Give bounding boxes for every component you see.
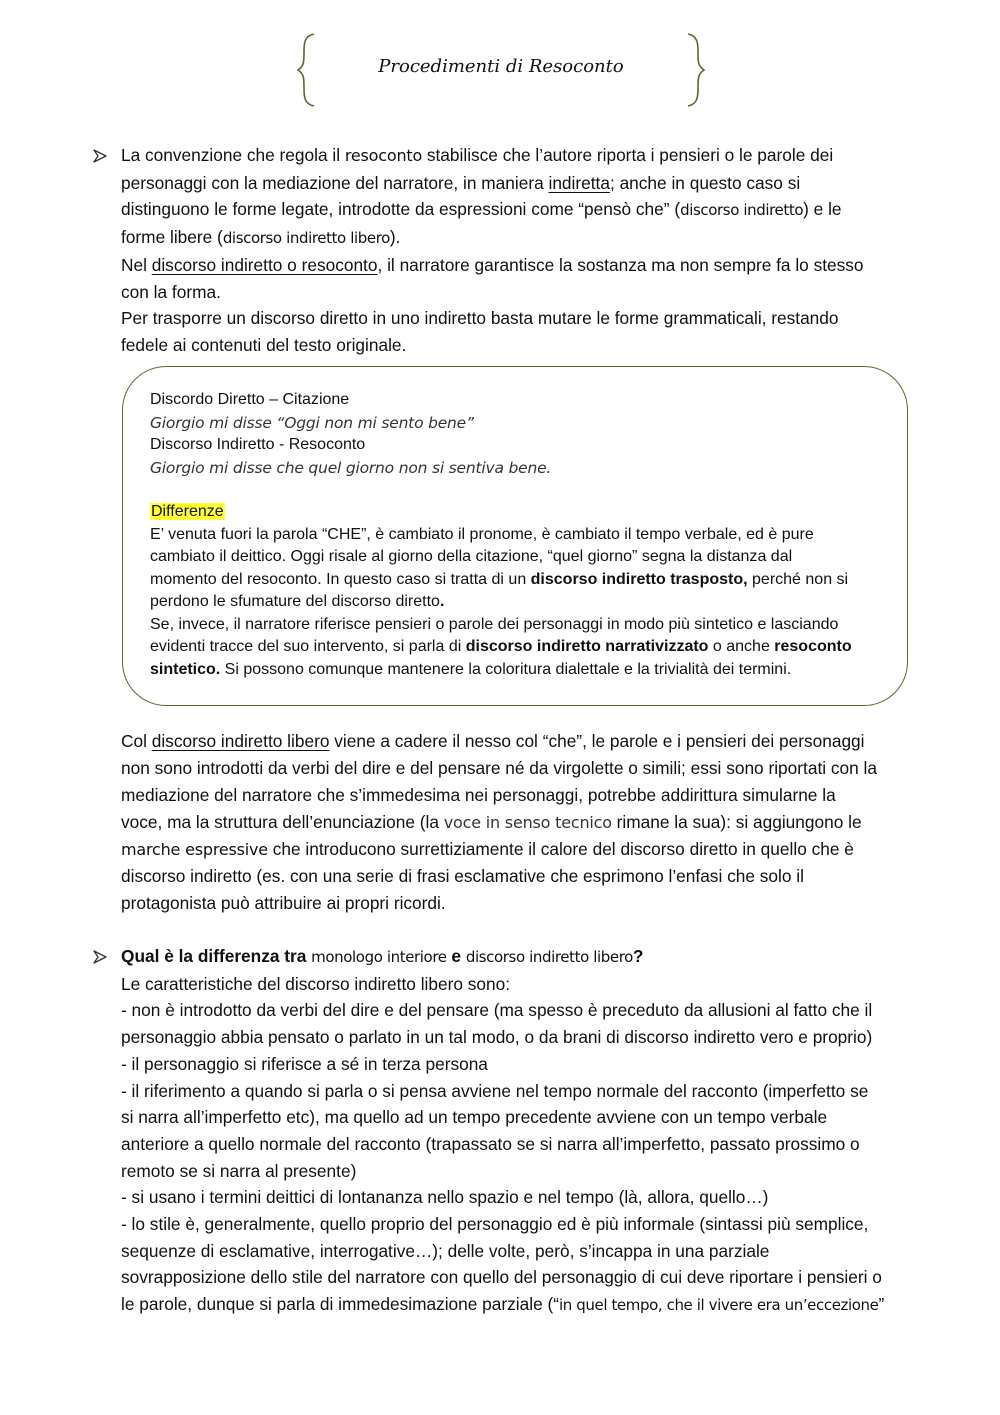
question-section: Qual è la differenza tra monologo interiore e discorso indiretto libero? Le caratteristiche del discorso indiretto libero sono: - non è introdotto da verbi del dire e del pensare (ma spesso è preceduto da allusioni al fatto che il personaggio abbia pensato o parlato in un tal modo, o da brani di discorso indiretto vero e proprio) - il personaggio si riferisce a sé in terza persona - il riferimento a quando si parla o si pensa avviene nel tempo normale del racconto (imperfetto se si narra all’imperfetto etc), ma quello ad un tempo precedente avviene con un tempo verbale anteriore a quello normale del racconto (trapassato se si narra all’imperfetto, passato prossimo o remoto se si narra al presente) - si usano i termini deittici di lontananza nello spazio e nel tempo (là, allora, quello…) - lo stile è, generalmente, quello proprio del personaggio ed è più informale (sintassi più semplice, sequenze di esclamative, interrogative…); delle volte, però, s’incappa in una parziale sovrapposizione dello stile del narratore con quello del personaggio di cui deve riportare i pensieri o le parole, dunque si parla di immedesimazione parziale (“in quel tempo, che il vivere era un’eccezione” <box>121 943 951 1319</box>
direct-speech-heading: Discordo Diretto – Citazione <box>150 391 350 408</box>
title-banner <box>296 30 706 110</box>
direct-speech-example: Giorgio mi disse “Oggi non mi sento bene” <box>150 413 474 432</box>
indirect-speech-heading: Discorso Indiretto - Resoconto <box>150 436 366 453</box>
arrow-bullet-icon <box>92 148 108 164</box>
question-heading: Qual è la differenza tra monologo interiore e discorso indiretto libero? <box>121 946 644 966</box>
differences-label: Differenze <box>151 503 224 520</box>
indirect-speech-example: Giorgio mi disse che quel giorno non si sentiva bene. <box>150 458 552 477</box>
arrow-bullet-icon <box>92 949 108 965</box>
example-box-content: Discordo Diretto – Citazione Giorgio mi disse “Oggi non mi sento bene” Discorso Indiretto - Resoconto Giorgio mi disse che quel giorno non si sentiva bene. Differenze E’ venuta fuori la parola “CHE”, è cambiato il pronome, è cambiato il tempo verbale, ed è pure cambiato il deittico. Oggi risale al giorno della citazione, “quel giorno” segna la distanza dal momento del resoconto. In questo caso si tratta di un discorso indiretto trasposto, perché non si perdono le sfumature del discorso diretto. Se, invece, il narratore riferisce pensieri o parole dei personaggi in modo più sintetico e lasciando evidenti tracce del suo intervento, si parla di discorso indiretto narrativizzato o anche resoconto sintetico. Si possono comunque mantenere la coloritura dialettale e la trivialità dei termini. <box>150 389 895 681</box>
libero-paragraph: Col discorso indiretto libero viene a cadere il nesso col “che”, le parole e i pensieri dei personaggi non sono introdotti da verbi del dire e del pensare né da virgolette o simili; essi sono riportati con la mediazione del narratore che s’immedesima nei personaggi, potrebbe addirittura simularne la voce, ma la struttura dell’enunciazione (la voce in senso tecnico rimane la sua): si aggiungono le marche espressive che introducono surrettiziamente il calore del discorso diretto in quello che è discorso indiretto (es. con una serie di frasi esclamative che esprimono l’enfasi che solo il protagonista può attribuire ai propri ricordi. <box>121 731 878 913</box>
page-title: Procedimenti di Resoconto <box>378 56 624 77</box>
intro-paragraph: La convenzione che regola il resoconto stabilisce che l’autore riporta i pensieri o le parole dei personaggi con la mediazione del narratore, in maniera indiretta; anche in questo caso si distinguono le forme legate, introdotte da espressioni come “pensò che” (discorso indiretto) e le forme libere (discorso indiretto libero). Nel discorso indiretto o resoconto, il narratore garantisce la sostanza ma non sempre fa lo stesso con la forma. Per trasporre un discorso diretto in uno indiretto basta mutare le forme grammaticali, restando fedele ai contenuti del testo originale. <box>121 145 864 355</box>
